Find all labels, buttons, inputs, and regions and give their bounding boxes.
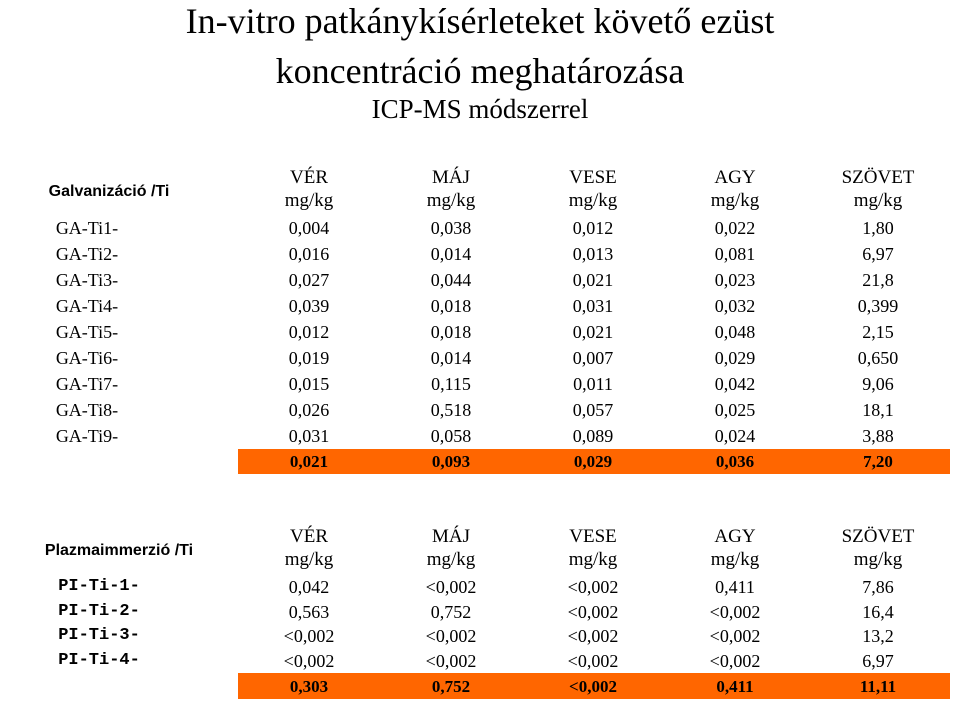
table-row [0,216,950,242]
table-row [0,345,950,371]
cell-agy: 0,032 [714,296,756,317]
column-name: VESE [569,526,617,547]
cell-szovet: 6,97 [862,650,894,671]
cell-vese: <0,002 [567,650,619,671]
table-row [0,649,950,674]
cell-vese: <0,002 [567,577,619,598]
cell-agy: 0,023 [714,270,756,291]
cell-vese: 0,013 [572,244,614,265]
summary-agy: 0,411 [664,673,806,699]
column-header-vese [522,525,664,575]
cell-agy: 0,024 [714,425,756,446]
cell-ver: 0,016 [288,244,330,265]
cell-vese: 0,089 [572,425,614,446]
summary-ver: 0,303 [238,673,380,699]
table-row [0,575,950,600]
galvanization-table [0,166,950,474]
cell-ver: 0,563 [288,601,330,622]
summary-vese: <0,002 [522,673,664,699]
column-header-maj [380,166,522,216]
column-header-vese [522,166,664,216]
row-label: GA-Ti3- [55,270,119,291]
cell-ver: 0,026 [288,399,330,420]
cell-ver: 0,004 [288,218,330,239]
cell-maj: 0,018 [430,296,472,317]
summary-agy: 0,036 [664,449,806,474]
cell-agy: <0,002 [709,626,761,647]
cell-agy: 0,081 [714,244,756,265]
cell-agy: 0,025 [714,399,756,420]
column-unit: mg/kg [853,190,903,211]
page-title-line-1: In-vitro patkánykísérleteket követő ezüst [185,1,775,41]
row-label: GA-Ti5- [55,322,119,342]
row-label: GA-Ti4- [55,296,119,317]
column-unit: mg/kg [710,190,760,211]
column-name: AGY [714,167,756,188]
column-name: AGY [714,526,756,547]
cell-ver: 0,039 [288,296,330,317]
cell-vese: <0,002 [567,626,619,647]
cell-maj: 0,014 [430,244,472,265]
cell-ver: <0,002 [283,650,335,671]
column-unit: mg/kg [568,549,618,570]
table-row [0,242,950,268]
summary-maj: 0,752 [380,673,522,699]
column-header-agy [664,525,806,575]
row-label: GA-Ti6- [55,347,119,368]
summary-szovet: 7,20 [806,449,950,474]
column-name: MÁJ [431,526,470,547]
cell-maj: <0,002 [425,577,477,598]
table-row-header: Plazmaimmerzió /Ti [44,541,194,559]
cell-ver: 0,019 [288,347,330,368]
cell-agy: 0,411 [715,577,755,598]
table-row [0,600,950,625]
table-row [0,294,950,320]
cell-vese: 0,031 [572,296,614,317]
cell-agy: <0,002 [709,650,761,671]
cell-vese: 0,021 [572,322,614,342]
cell-szovet: 9,06 [862,373,894,394]
cell-szovet: 1,80 [862,218,894,239]
cell-ver: 0,027 [288,270,330,291]
column-header-szovet [806,166,950,216]
cell-vese: 0,021 [572,270,614,291]
row-label: PI-Ti-1- [58,577,140,597]
column-unit: mg/kg [426,549,476,570]
cell-ver: 0,015 [288,373,330,394]
row-label: GA-Ti9- [55,425,119,446]
cell-szovet: 3,88 [862,425,894,446]
cell-szovet: 21,8 [862,270,894,291]
cell-vese: 0,011 [573,373,613,394]
cell-maj: 0,038 [430,218,472,239]
cell-maj: <0,002 [425,650,477,671]
column-name: SZÖVET [841,526,915,547]
cell-vese: 0,007 [572,347,614,368]
column-unit: mg/kg [568,190,618,211]
cell-maj: 0,752 [430,601,472,622]
row-label: GA-Ti8- [55,399,119,420]
cell-maj: 0,044 [430,270,472,291]
cell-agy: 0,022 [714,218,756,239]
column-name: SZÖVET [841,167,915,188]
cell-szovet: 0,650 [857,347,899,368]
summary-szovet: 11,11 [806,673,950,699]
table-row [0,371,950,397]
column-unit: mg/kg [284,190,334,211]
column-name: VÉR [290,167,328,188]
row-label: GA-Ti1- [55,218,119,239]
summary-vese: 0,029 [522,449,664,474]
cell-agy: 0,048 [714,322,756,342]
cell-ver: 0,031 [288,425,330,446]
cell-maj: 0,518 [430,399,472,420]
cell-szovet: 13,2 [862,626,894,647]
table-row [0,320,950,346]
table-row [0,423,950,449]
cell-maj: 0,014 [430,347,472,368]
table-row-header: Galvanizáció /Ti [48,182,170,200]
cell-szovet: 0,399 [857,296,899,317]
table-row [0,624,950,649]
summary-ver: 0,021 [238,449,380,474]
column-unit: mg/kg [853,549,903,570]
cell-ver: 0,042 [288,577,330,598]
column-header-szovet [806,525,950,575]
cell-maj: 0,115 [431,373,471,394]
column-unit: mg/kg [284,549,334,570]
cell-szovet: 6,97 [862,244,894,265]
column-header-maj [380,525,522,575]
page-subtitle: ICP-MS módszerrel [371,94,589,124]
plasma-immersion-table [0,525,950,699]
row-label: PI-Ti-3- [58,626,140,646]
column-header-ver [238,525,380,575]
cell-maj: 0,018 [430,322,472,342]
row-label: PI-Ti-2- [58,601,140,621]
table-row [0,397,950,423]
cell-ver: <0,002 [283,626,335,647]
cell-vese: <0,002 [567,601,619,622]
cell-agy: 0,042 [714,373,756,394]
cell-szovet: 16,4 [862,601,894,622]
row-label: GA-Ti7- [55,373,119,394]
column-name: VÉR [290,526,328,547]
summary-label-cell [0,673,238,699]
cell-agy: 0,029 [714,347,756,368]
cell-szovet: 7,86 [862,577,894,598]
summary-maj: 0,093 [380,449,522,474]
cell-vese: 0,057 [572,399,614,420]
cell-agy: <0,002 [709,601,761,622]
row-label: GA-Ti2- [55,244,119,265]
summary-label-cell [0,449,238,474]
column-unit: mg/kg [426,190,476,211]
column-unit: mg/kg [710,549,760,570]
column-name: VESE [569,167,617,188]
column-header-ver [238,166,380,216]
row-label: PI-Ti-4- [58,650,140,670]
column-name: MÁJ [431,167,470,188]
cell-szovet: 2,15 [862,322,894,342]
column-header-agy [664,166,806,216]
cell-szovet: 18,1 [862,399,894,420]
table-row [0,268,950,294]
cell-vese: 0,012 [572,218,614,239]
page-title-line-2: koncentráció meghatározása [275,51,685,91]
summary-row [0,449,950,474]
cell-maj: <0,002 [425,626,477,647]
cell-ver: 0,012 [288,322,330,342]
summary-row [0,673,950,699]
cell-maj: 0,058 [430,425,472,446]
